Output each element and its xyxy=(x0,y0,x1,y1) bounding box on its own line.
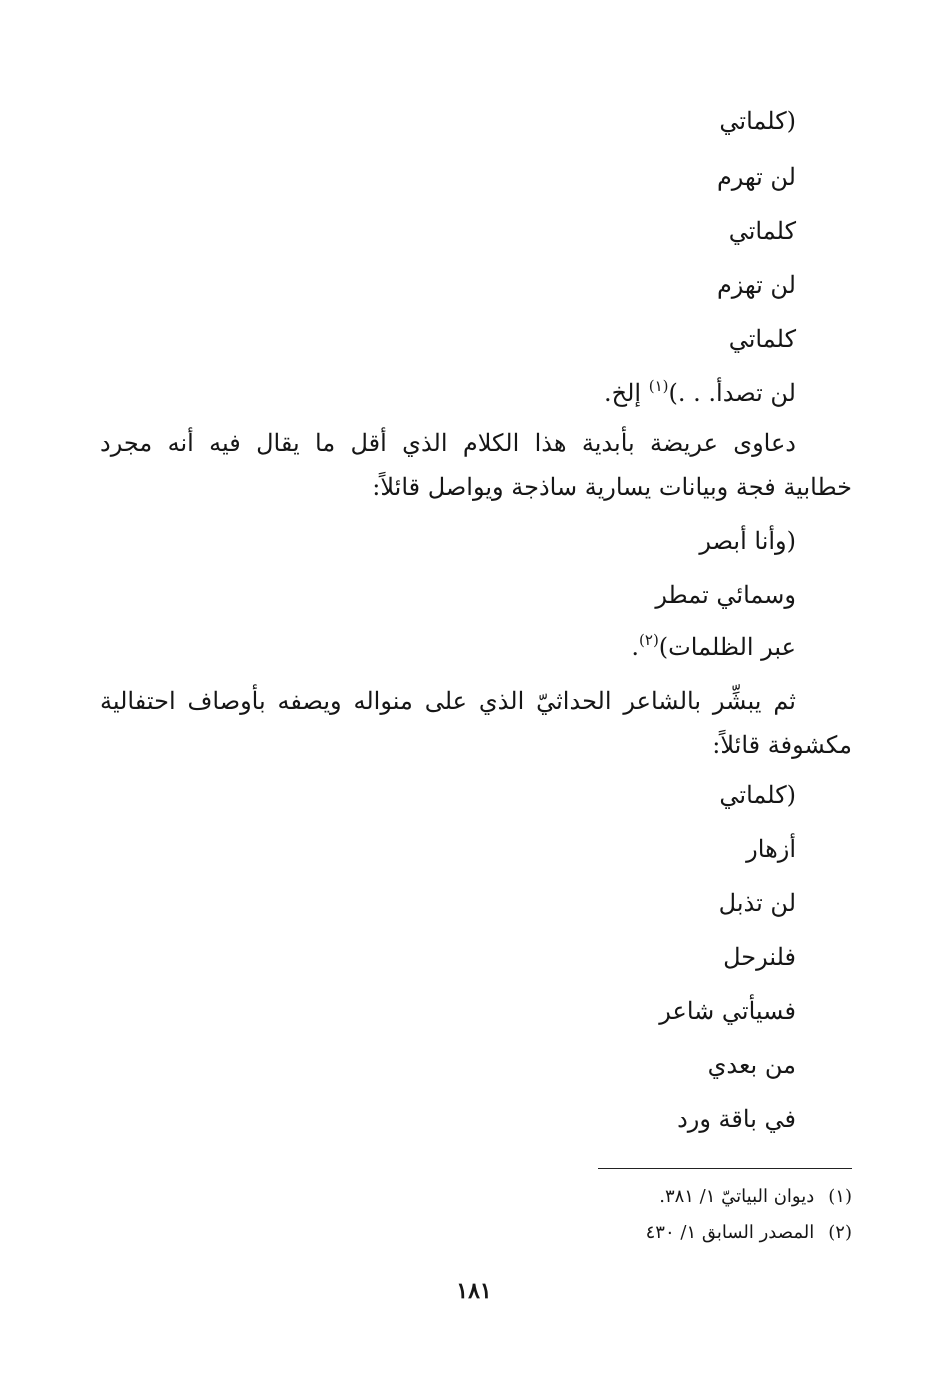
footnote-ref-1: (١) xyxy=(648,377,669,395)
verse-line: لن تهرم xyxy=(716,163,796,191)
footnote-number: (١) xyxy=(828,1186,852,1207)
footnote-1 xyxy=(659,1184,852,1210)
verse-line-with-note xyxy=(604,376,796,410)
verse-line-with-note xyxy=(631,630,796,664)
footnote-text: المصدر السابق ١/ ٤٣٠ xyxy=(645,1222,815,1243)
verse-line: فسيأتي شاعر xyxy=(659,997,796,1025)
verse-line: وسمائي تمطر xyxy=(655,581,796,609)
footnote-number: (٢) xyxy=(828,1222,852,1243)
footnote-ref-2: (٢) xyxy=(639,631,659,649)
footnote-separator xyxy=(598,1168,852,1169)
verse-tail: إلخ. xyxy=(604,379,649,407)
paragraph-line: مكشوفة قائلاً: xyxy=(712,731,852,759)
verse-line: (كلماتي xyxy=(719,107,796,135)
paragraph-line: ثم يبشِّر بالشاعر الحداثيّ الذي على منواله ويصفه بأوصاف احتفالية xyxy=(100,687,796,715)
verse-text: لن تصدأ. . .) xyxy=(668,379,796,407)
verse-line: فلنرحل xyxy=(723,943,796,971)
verse-line: لن تذبل xyxy=(718,889,796,917)
verse-line: كلماتي xyxy=(728,325,796,353)
page-number: ١٨١ xyxy=(456,1278,492,1304)
verse-line: (وأنا أبصر xyxy=(699,527,796,555)
verse-tail: . xyxy=(631,633,640,661)
verse-line: في باقة ورد xyxy=(677,1105,796,1133)
verse-line: (كلماتي xyxy=(719,781,796,809)
paragraph-line: خطابية فجة وبيانات يسارية ساذجة ويواصل قائلاً: xyxy=(372,473,852,501)
paragraph-line: دعاوى عريضة بأبدية هذا الكلام الذي أقل ما يقال فيه أنه مجرد xyxy=(100,429,796,457)
verse-line: لن تهزم xyxy=(716,271,796,299)
footnote-2 xyxy=(646,1220,852,1246)
verse-line: من بعدي xyxy=(707,1051,796,1079)
verse-line: أزهار xyxy=(746,835,796,863)
footnote-text: ديوان البياتيّ ١/ ٣٨١. xyxy=(659,1186,815,1207)
verse-text: عبر الظلمات) xyxy=(658,633,796,661)
verse-line: كلماتي xyxy=(728,217,796,245)
